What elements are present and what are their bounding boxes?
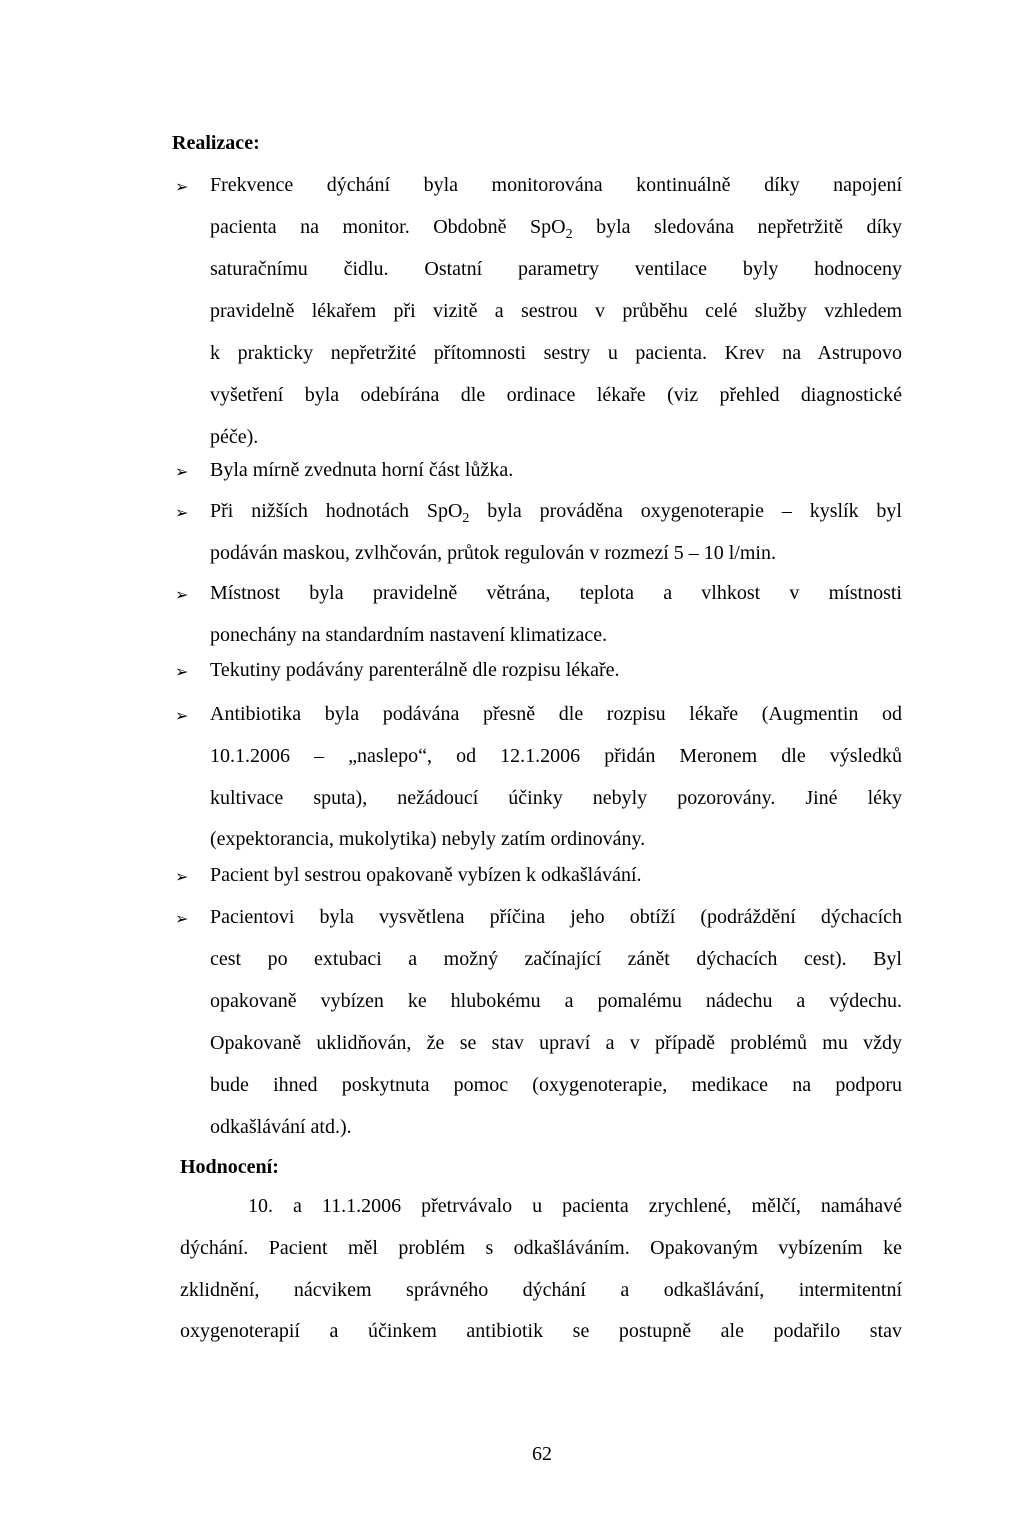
page-number: 62	[532, 1443, 552, 1465]
text-line: 10.1.2006 – „naslepo“, od 12.1.2006 přidán Meronem dle výsledků	[210, 745, 902, 767]
text-line: bude ihned poskytnuta pomoc (oxygenoterapie, medikace na podporu	[210, 1074, 902, 1096]
text-line: Antibiotika byla podávána přesně dle rozpisu lékaře (Augmentin od	[210, 703, 902, 725]
text-line: péče).	[210, 426, 259, 448]
text-line: pravidelně lékařem při vizitě a sestrou v průběhu celé služby vzhledem	[210, 300, 902, 322]
text-line: Byla mírně zvednuta horní část lůžka.	[210, 459, 514, 481]
text-line: kultivace sputa), nežádoucí účinky nebyly pozorovány. Jiné léky	[210, 787, 902, 809]
text-line: Pacientovi byla vysvětlena příčina jeho obtíží (podráždění dýchacích	[210, 906, 902, 928]
text-line: Opakovaně uklidňován, že se stav upraví a v případě problémů mu vždy	[210, 1032, 902, 1054]
text-line: vyšetření byla odebírána dle ordinace lékaře (viz přehled diagnostické	[210, 384, 902, 406]
text-line: oxygenoterapií a účinkem antibiotik se postupně ale podařilo stav	[180, 1320, 902, 1342]
text-line: (expektorancia, mukolytika) nebyly zatím ordinovány.	[210, 828, 646, 850]
text-line: pacienta na monitor. Obdobně SpO$_2$ byla sledována nepřetržitě díky	[210, 216, 903, 242]
bullet-marker: ➢	[175, 706, 189, 725]
bullet-marker: ➢	[175, 503, 189, 522]
text-line: odkašlávání atd.).	[210, 1116, 352, 1138]
heading-realizace: Realizace:	[172, 132, 260, 154]
bullet-marker: ➢	[175, 662, 189, 681]
bullet-marker: ➢	[175, 867, 189, 886]
text-line: saturačnímu čidlu. Ostatní parametry ventilace byly hodnoceny	[210, 258, 902, 280]
text-line: Frekvence dýchání byla monitorována kontinuálně díky napojení	[210, 174, 902, 196]
text-line: podáván maskou, zvlhčován, průtok regulován v rozmezí 5 – 10 l/min.	[210, 542, 776, 564]
bullet-marker: ➢	[175, 462, 189, 481]
text-line: Pacient byl sestrou opakovaně vybízen k odkašlávání.	[210, 864, 642, 886]
text-line: ponechány na standardním nastavení klimatizace.	[210, 624, 608, 646]
heading-hodnoceni: Hodnocení:	[180, 1156, 279, 1178]
bullet-marker: ➢	[175, 909, 189, 928]
text-line: dýchání. Pacient měl problém s odkašláváním. Opakovaným vybízením ke	[180, 1237, 902, 1259]
bullet-marker: ➢	[175, 585, 189, 604]
text-line: Při nižších hodnotách SpO$_2$ byla prováděna oxygenoterapie – kyslík byl	[210, 500, 902, 526]
text-line: cest po extubaci a možný začínající zánět dýchacích cest). Byl	[210, 948, 902, 970]
bullet-marker: ➢	[175, 177, 189, 196]
text-line: Místnost byla pravidelně větrána, teplota a vlhkost v místnosti	[210, 582, 902, 604]
text-line: opakovaně vybízen ke hlubokému a pomalému nádechu a výdechu.	[210, 990, 902, 1012]
text-line: zklidnění, nácvikem správného dýchání a odkašlávání, intermitentní	[180, 1279, 902, 1301]
text-line: Tekutiny podávány parenterálně dle rozpisu lékaře.	[210, 659, 620, 681]
text-line: k prakticky nepřetržité přítomnosti sestry u pacienta. Krev na Astrupovo	[210, 342, 902, 364]
text-line: 10. a 11.1.2006 přetrvávalo u pacienta zrychlené, mělčí, namáhavé	[248, 1195, 902, 1217]
